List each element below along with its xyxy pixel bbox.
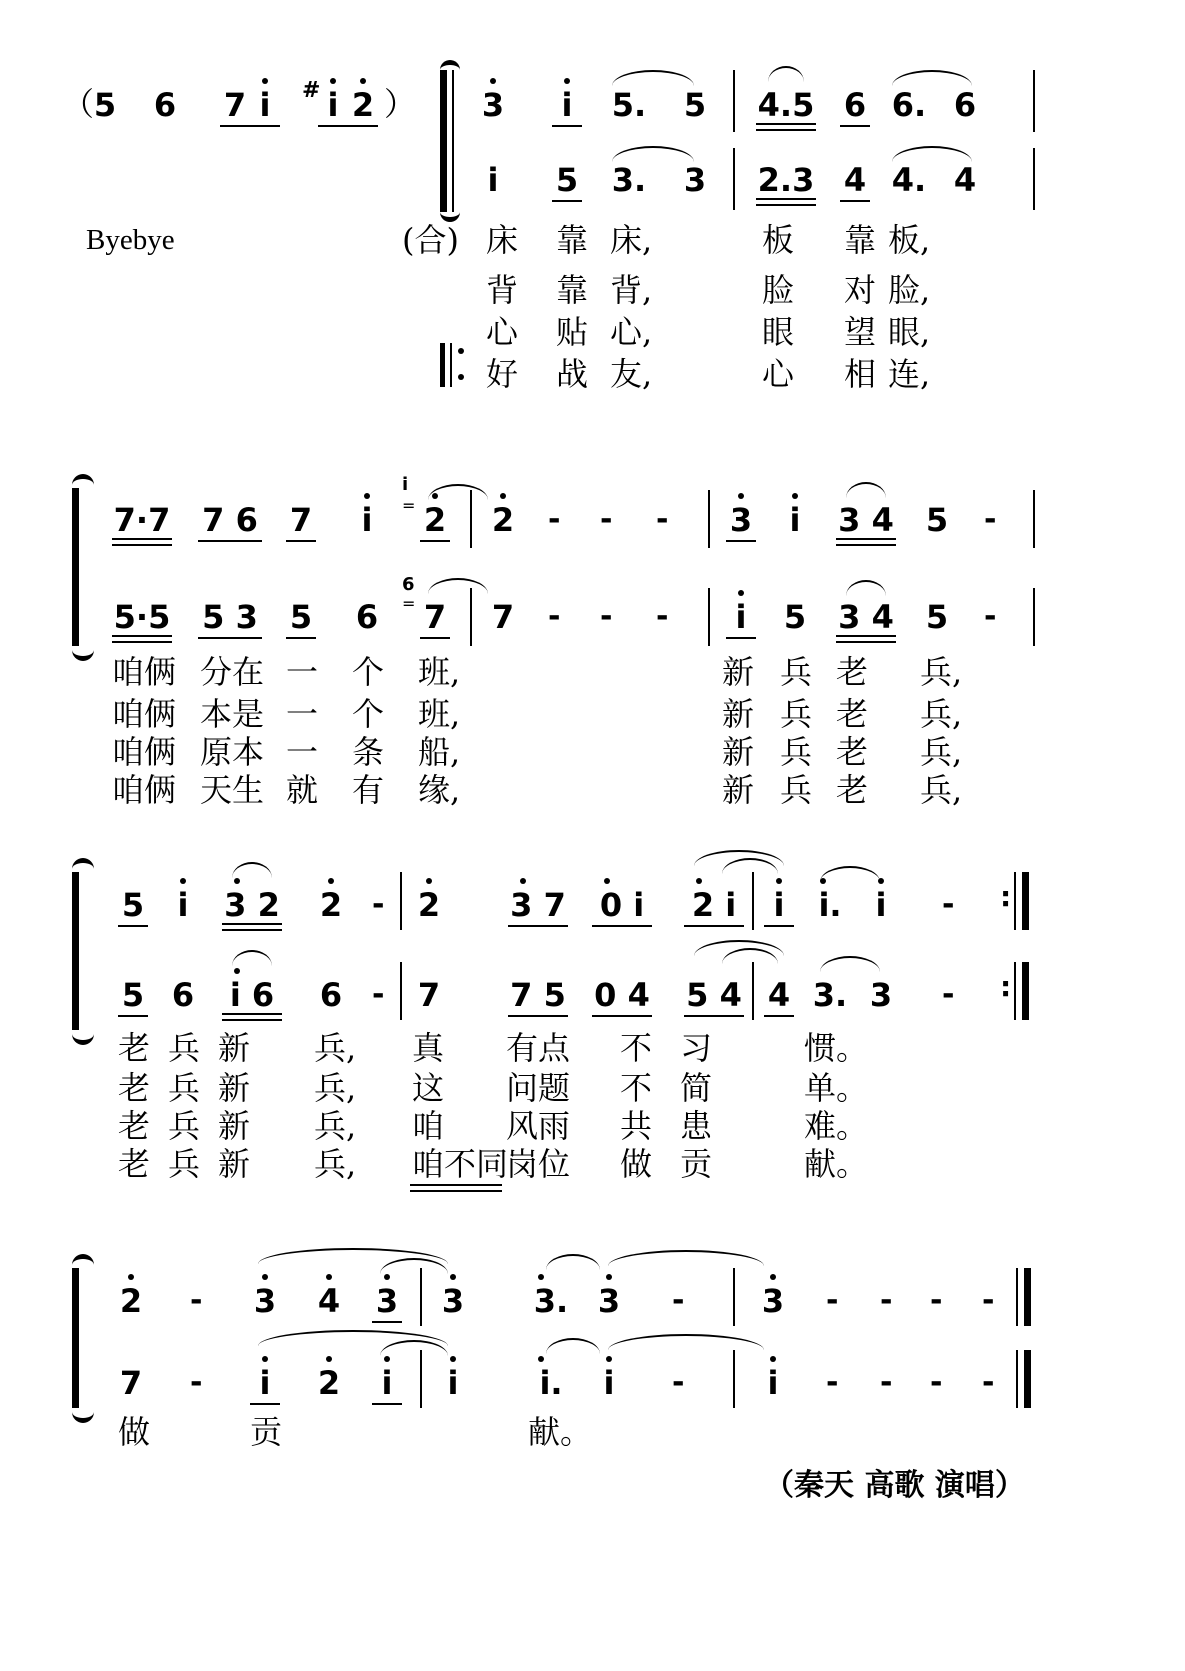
lyric: 兵, — [920, 695, 963, 733]
slur — [546, 1254, 600, 1270]
lyric: 惯。 — [804, 1029, 869, 1067]
note: 5 — [118, 888, 148, 922]
slur — [608, 1250, 764, 1266]
note: i — [438, 1366, 468, 1400]
slur — [546, 1338, 600, 1354]
lyric: 老 — [118, 1145, 151, 1183]
note: 2 — [116, 1284, 146, 1318]
dash: - — [600, 502, 613, 537]
dash: - — [372, 977, 385, 1012]
repeat-end-bar — [1022, 962, 1029, 1020]
lyric: 连, — [888, 355, 931, 393]
chorus-mark: (合) — [402, 221, 459, 259]
dash: - — [942, 977, 955, 1012]
lyric: 靠 — [844, 221, 877, 259]
lyric: 新 — [722, 653, 755, 691]
lyric: 共 — [620, 1107, 653, 1145]
lyric: 献。 — [528, 1413, 593, 1451]
note: 3 — [869, 976, 893, 1014]
barline — [400, 962, 402, 1020]
repeat-dots: : — [1000, 880, 1012, 913]
lyric: 单。 — [804, 1069, 869, 1107]
barline — [1014, 872, 1016, 930]
note: 5 — [552, 163, 582, 197]
note: i — [764, 888, 794, 922]
dash: - — [190, 1283, 203, 1318]
dash: - — [548, 502, 561, 537]
note: 4. — [891, 161, 927, 199]
lyric: 新 — [218, 1029, 251, 1067]
lyric: 咱不同 — [412, 1145, 509, 1183]
barline — [733, 70, 735, 132]
lyric: 兵 — [168, 1145, 201, 1183]
note: 3 2 — [222, 888, 282, 922]
intro-note: 2 — [348, 88, 378, 122]
note: i — [594, 1366, 624, 1400]
lyric: 问题 — [506, 1069, 571, 1107]
dash: - — [656, 599, 669, 634]
lyric: 一 — [286, 733, 319, 771]
note: 4 — [953, 161, 977, 199]
grace-dash: = — [402, 594, 416, 613]
lyric: 老 — [836, 653, 869, 691]
barline — [733, 1268, 735, 1326]
intro-open-paren: （ — [62, 85, 95, 123]
lyric: 一 — [286, 653, 319, 691]
lyric: 兵 — [168, 1069, 201, 1107]
slur — [428, 578, 488, 594]
note: 7 5 — [508, 978, 568, 1012]
barline — [1033, 70, 1035, 132]
note: 4.5 — [757, 86, 815, 124]
dash: - — [984, 502, 997, 537]
lyric: 咱 — [412, 1107, 445, 1145]
repeat-dot — [458, 374, 464, 380]
slur — [846, 482, 886, 498]
lyric: 个 — [352, 653, 385, 691]
lyric: 咱俩 — [112, 733, 177, 771]
lyric: 简 — [680, 1069, 713, 1107]
note: 3 — [438, 1284, 468, 1318]
slur — [612, 146, 694, 162]
note: i — [250, 1366, 280, 1400]
lyric: 新 — [722, 733, 755, 771]
barline — [708, 490, 710, 548]
barline — [752, 872, 754, 930]
lyric: 就 — [286, 771, 319, 809]
slur — [846, 580, 886, 596]
lyric: 老 — [118, 1029, 151, 1067]
brace-bottom-curl — [72, 1402, 94, 1423]
lyric: 相 — [844, 355, 877, 393]
barline — [470, 588, 472, 646]
lyric: 兵 — [168, 1029, 201, 1067]
lyric: 风雨 — [506, 1107, 571, 1145]
lyric: 兵, — [314, 1069, 357, 1107]
barline — [733, 148, 735, 210]
note: i — [780, 503, 810, 537]
grace-note: i — [402, 474, 409, 495]
note: 0 i — [592, 888, 652, 922]
final-bar — [1024, 1268, 1031, 1326]
dash: - — [826, 1283, 839, 1318]
dash: - — [982, 1283, 995, 1318]
brace-top-curl — [440, 60, 460, 77]
dash: - — [656, 502, 669, 537]
note: 3 — [594, 1284, 624, 1318]
lyric: 眼 — [762, 313, 795, 351]
lyric: 板, — [888, 221, 931, 259]
repeat-start-bar — [440, 343, 445, 387]
lyric: 天生 — [200, 771, 265, 809]
dash: - — [930, 1283, 943, 1318]
brace-bottom-curl — [440, 205, 460, 222]
lyric: 患 — [680, 1107, 713, 1145]
note: i — [168, 888, 198, 922]
lyric: 床, — [610, 221, 653, 259]
repeat-end-bar — [1022, 872, 1029, 930]
lyric: 这 — [412, 1069, 445, 1107]
lyric: 兵 — [780, 771, 813, 809]
note: 3 — [758, 1284, 788, 1318]
lyric: 老 — [118, 1107, 151, 1145]
note: 7 — [119, 1364, 143, 1402]
lyric: 缘, — [418, 771, 461, 809]
lyric: 兵, — [314, 1029, 357, 1067]
note: 3 4 — [836, 503, 896, 537]
lyric: 兵, — [314, 1145, 357, 1183]
dash: - — [982, 1365, 995, 1400]
lyric: 做 — [118, 1413, 151, 1451]
lyric: 本是 — [200, 695, 265, 733]
note: 5 — [925, 501, 949, 539]
barline — [1033, 588, 1035, 646]
note: 3 7 — [508, 888, 568, 922]
lyric: 条 — [352, 733, 385, 771]
lyric: 眼, — [888, 313, 931, 351]
byebye-label: Byebye — [86, 224, 175, 256]
barline — [420, 1268, 422, 1326]
lyric: 老 — [118, 1069, 151, 1107]
dash: - — [880, 1283, 893, 1318]
dash: - — [600, 599, 613, 634]
slur — [612, 70, 694, 86]
note: 3. — [526, 1284, 576, 1318]
lyric: 原本 — [200, 733, 265, 771]
lyric: 咱俩 — [112, 771, 177, 809]
note: 3 4 — [836, 600, 896, 634]
lyric: 背, — [610, 271, 653, 309]
lyric: 兵 — [780, 695, 813, 733]
intro-note: i — [250, 88, 280, 122]
repeat-start-thin — [450, 343, 452, 387]
lyric: 贴 — [556, 313, 589, 351]
brace-bottom-curl — [72, 640, 94, 661]
lyric: 船, — [418, 733, 461, 771]
note: 5 4 — [684, 978, 744, 1012]
note: 7 6 — [198, 503, 262, 537]
final-bar — [1024, 1350, 1031, 1408]
note: 5 — [286, 600, 316, 634]
lyric: 兵 — [168, 1107, 201, 1145]
note: 5·5 — [113, 598, 171, 636]
note: 6 — [319, 976, 343, 1014]
note: 4 — [840, 163, 870, 197]
lyric: 一 — [286, 695, 319, 733]
barline — [752, 962, 754, 1020]
intro-note: 7 — [220, 88, 250, 122]
note: i. — [808, 888, 852, 922]
note: i — [372, 1366, 402, 1400]
barline — [733, 1350, 735, 1408]
grace-dash: = — [402, 496, 416, 515]
note: 3. — [611, 161, 647, 199]
dash: - — [372, 887, 385, 922]
lyric: 望 — [844, 313, 877, 351]
note: i — [487, 161, 499, 199]
barline — [1033, 490, 1035, 548]
brace-top-curl — [72, 474, 94, 495]
lyric: 咱俩 — [112, 695, 177, 733]
lyric: 贡 — [250, 1413, 283, 1451]
lyric: 对 — [844, 271, 877, 309]
note: 6 — [171, 976, 195, 1014]
lyric: 心, — [610, 313, 653, 351]
note: 3 — [250, 1284, 280, 1318]
barline — [420, 1350, 422, 1408]
lyric: 老 — [836, 771, 869, 809]
sharp-sign: # — [302, 78, 321, 103]
lyric: 靠 — [556, 271, 589, 309]
note: 2 — [414, 888, 444, 922]
intro-note: 6 — [153, 86, 177, 124]
lyric: 兵, — [920, 771, 963, 809]
note: 5 — [118, 978, 148, 1012]
note: i — [758, 1366, 788, 1400]
lyric: 新 — [218, 1145, 251, 1183]
note: 5 — [925, 598, 949, 636]
lyric: 献。 — [804, 1145, 869, 1183]
dash: - — [984, 599, 997, 634]
lyric: 老 — [836, 733, 869, 771]
dash: - — [548, 599, 561, 634]
dash: - — [190, 1365, 203, 1400]
lyric: 新 — [218, 1069, 251, 1107]
lyric: 不 — [620, 1029, 653, 1067]
lyric: 兵 — [780, 653, 813, 691]
intro-note: i — [318, 88, 348, 122]
dash: - — [880, 1365, 893, 1400]
system-brace — [440, 70, 447, 212]
lyric: 兵 — [780, 733, 813, 771]
lyric: 背 — [486, 271, 519, 309]
note: 6 — [355, 598, 379, 636]
slur — [232, 862, 272, 878]
barline — [400, 872, 402, 930]
note: 2 i — [684, 888, 744, 922]
brace-top-curl — [72, 858, 94, 879]
note: 3 — [372, 1284, 402, 1318]
note: 3 — [726, 503, 756, 537]
barline — [1033, 148, 1035, 210]
note: 7 — [420, 600, 450, 634]
note: i — [866, 888, 896, 922]
lyric: 难。 — [804, 1107, 869, 1145]
dash: - — [672, 1283, 685, 1318]
system-brace — [72, 488, 79, 646]
note: 6 — [953, 86, 977, 124]
lyric: 新 — [722, 695, 755, 733]
lyric: 战 — [556, 355, 589, 393]
barline — [1014, 962, 1016, 1020]
slur — [820, 866, 880, 882]
note: 3 — [683, 161, 707, 199]
lyric: 兵, — [920, 653, 963, 691]
barline — [1016, 1268, 1018, 1326]
slur — [892, 70, 972, 86]
lyric: 心 — [486, 313, 519, 351]
brace-top-curl — [72, 1254, 94, 1275]
note: 4 — [314, 1284, 344, 1318]
lyric: 有 — [352, 771, 385, 809]
lyric: 好 — [486, 355, 519, 393]
lyric: 友, — [610, 355, 653, 393]
lyric: 分在 — [200, 653, 265, 691]
note: 2 — [316, 888, 346, 922]
intro-note: 5 — [93, 86, 117, 124]
lyric: 兵, — [920, 733, 963, 771]
lyric: 做 — [620, 1145, 653, 1183]
lyric: 岗位 — [506, 1145, 571, 1183]
barline — [708, 588, 710, 646]
lyric: 脸 — [762, 271, 795, 309]
barline — [470, 490, 472, 548]
dash: - — [826, 1365, 839, 1400]
note: 5 — [783, 598, 807, 636]
repeat-dots: : — [1000, 970, 1012, 1003]
note: 2.3 — [757, 161, 815, 199]
note: 7·7 — [113, 501, 171, 539]
note: i. — [526, 1366, 576, 1400]
slur — [892, 146, 972, 162]
note: 5 3 — [198, 600, 262, 634]
barline — [452, 70, 454, 212]
system-brace — [72, 872, 79, 1030]
slur — [428, 484, 488, 500]
system-brace — [72, 1268, 79, 1408]
note: 7 — [491, 598, 515, 636]
note: 2 — [488, 503, 518, 537]
lyric: 老 — [836, 695, 869, 733]
lyric: 班, — [418, 695, 461, 733]
note: 2 — [420, 503, 450, 537]
lyric: 心 — [762, 355, 795, 393]
lyric: 板 — [762, 221, 795, 259]
note: 6 — [840, 88, 870, 122]
intro-close-paren: ） — [384, 85, 417, 123]
note: i 6 — [222, 978, 282, 1012]
performer-credit: （秦天 高歌 演唱） — [764, 1468, 1025, 1503]
lyric: 床 — [486, 221, 519, 259]
brace-bottom-curl — [72, 1024, 94, 1045]
barline — [1016, 1350, 1018, 1408]
lyric: 脸, — [888, 271, 931, 309]
note: 3 — [478, 88, 508, 122]
slur — [820, 956, 880, 972]
lyric: 不 — [620, 1069, 653, 1107]
lyric-underline — [410, 1184, 502, 1192]
slur — [768, 66, 804, 82]
lyric: 真 — [412, 1029, 445, 1067]
note: 6. — [891, 86, 927, 124]
note: i — [726, 600, 756, 634]
lyric: 咱俩 — [112, 653, 177, 691]
repeat-dot — [458, 348, 464, 354]
lyric: 个 — [352, 695, 385, 733]
dash: - — [672, 1365, 685, 1400]
lyric: 兵, — [314, 1107, 357, 1145]
slur — [608, 1334, 764, 1350]
grace-note: 6 — [402, 574, 415, 595]
lyric: 贡 — [680, 1145, 713, 1183]
note: i — [352, 503, 382, 537]
note: 5. — [611, 86, 647, 124]
lyric: 习 — [680, 1029, 713, 1067]
note: 2 — [314, 1366, 344, 1400]
note: i — [552, 88, 582, 122]
dash: - — [942, 887, 955, 922]
note: 4 — [764, 978, 794, 1012]
slur — [232, 950, 272, 966]
note: 7 — [286, 503, 316, 537]
note: 5 — [683, 86, 707, 124]
lyric: 靠 — [556, 221, 589, 259]
note: 7 — [417, 976, 441, 1014]
lyric: 新 — [218, 1107, 251, 1145]
lyric: 班, — [418, 653, 461, 691]
lyric: 新 — [722, 771, 755, 809]
note: 0 4 — [592, 978, 652, 1012]
dash: - — [930, 1365, 943, 1400]
lyric: 有点 — [506, 1029, 571, 1067]
note: 3. — [812, 976, 848, 1014]
